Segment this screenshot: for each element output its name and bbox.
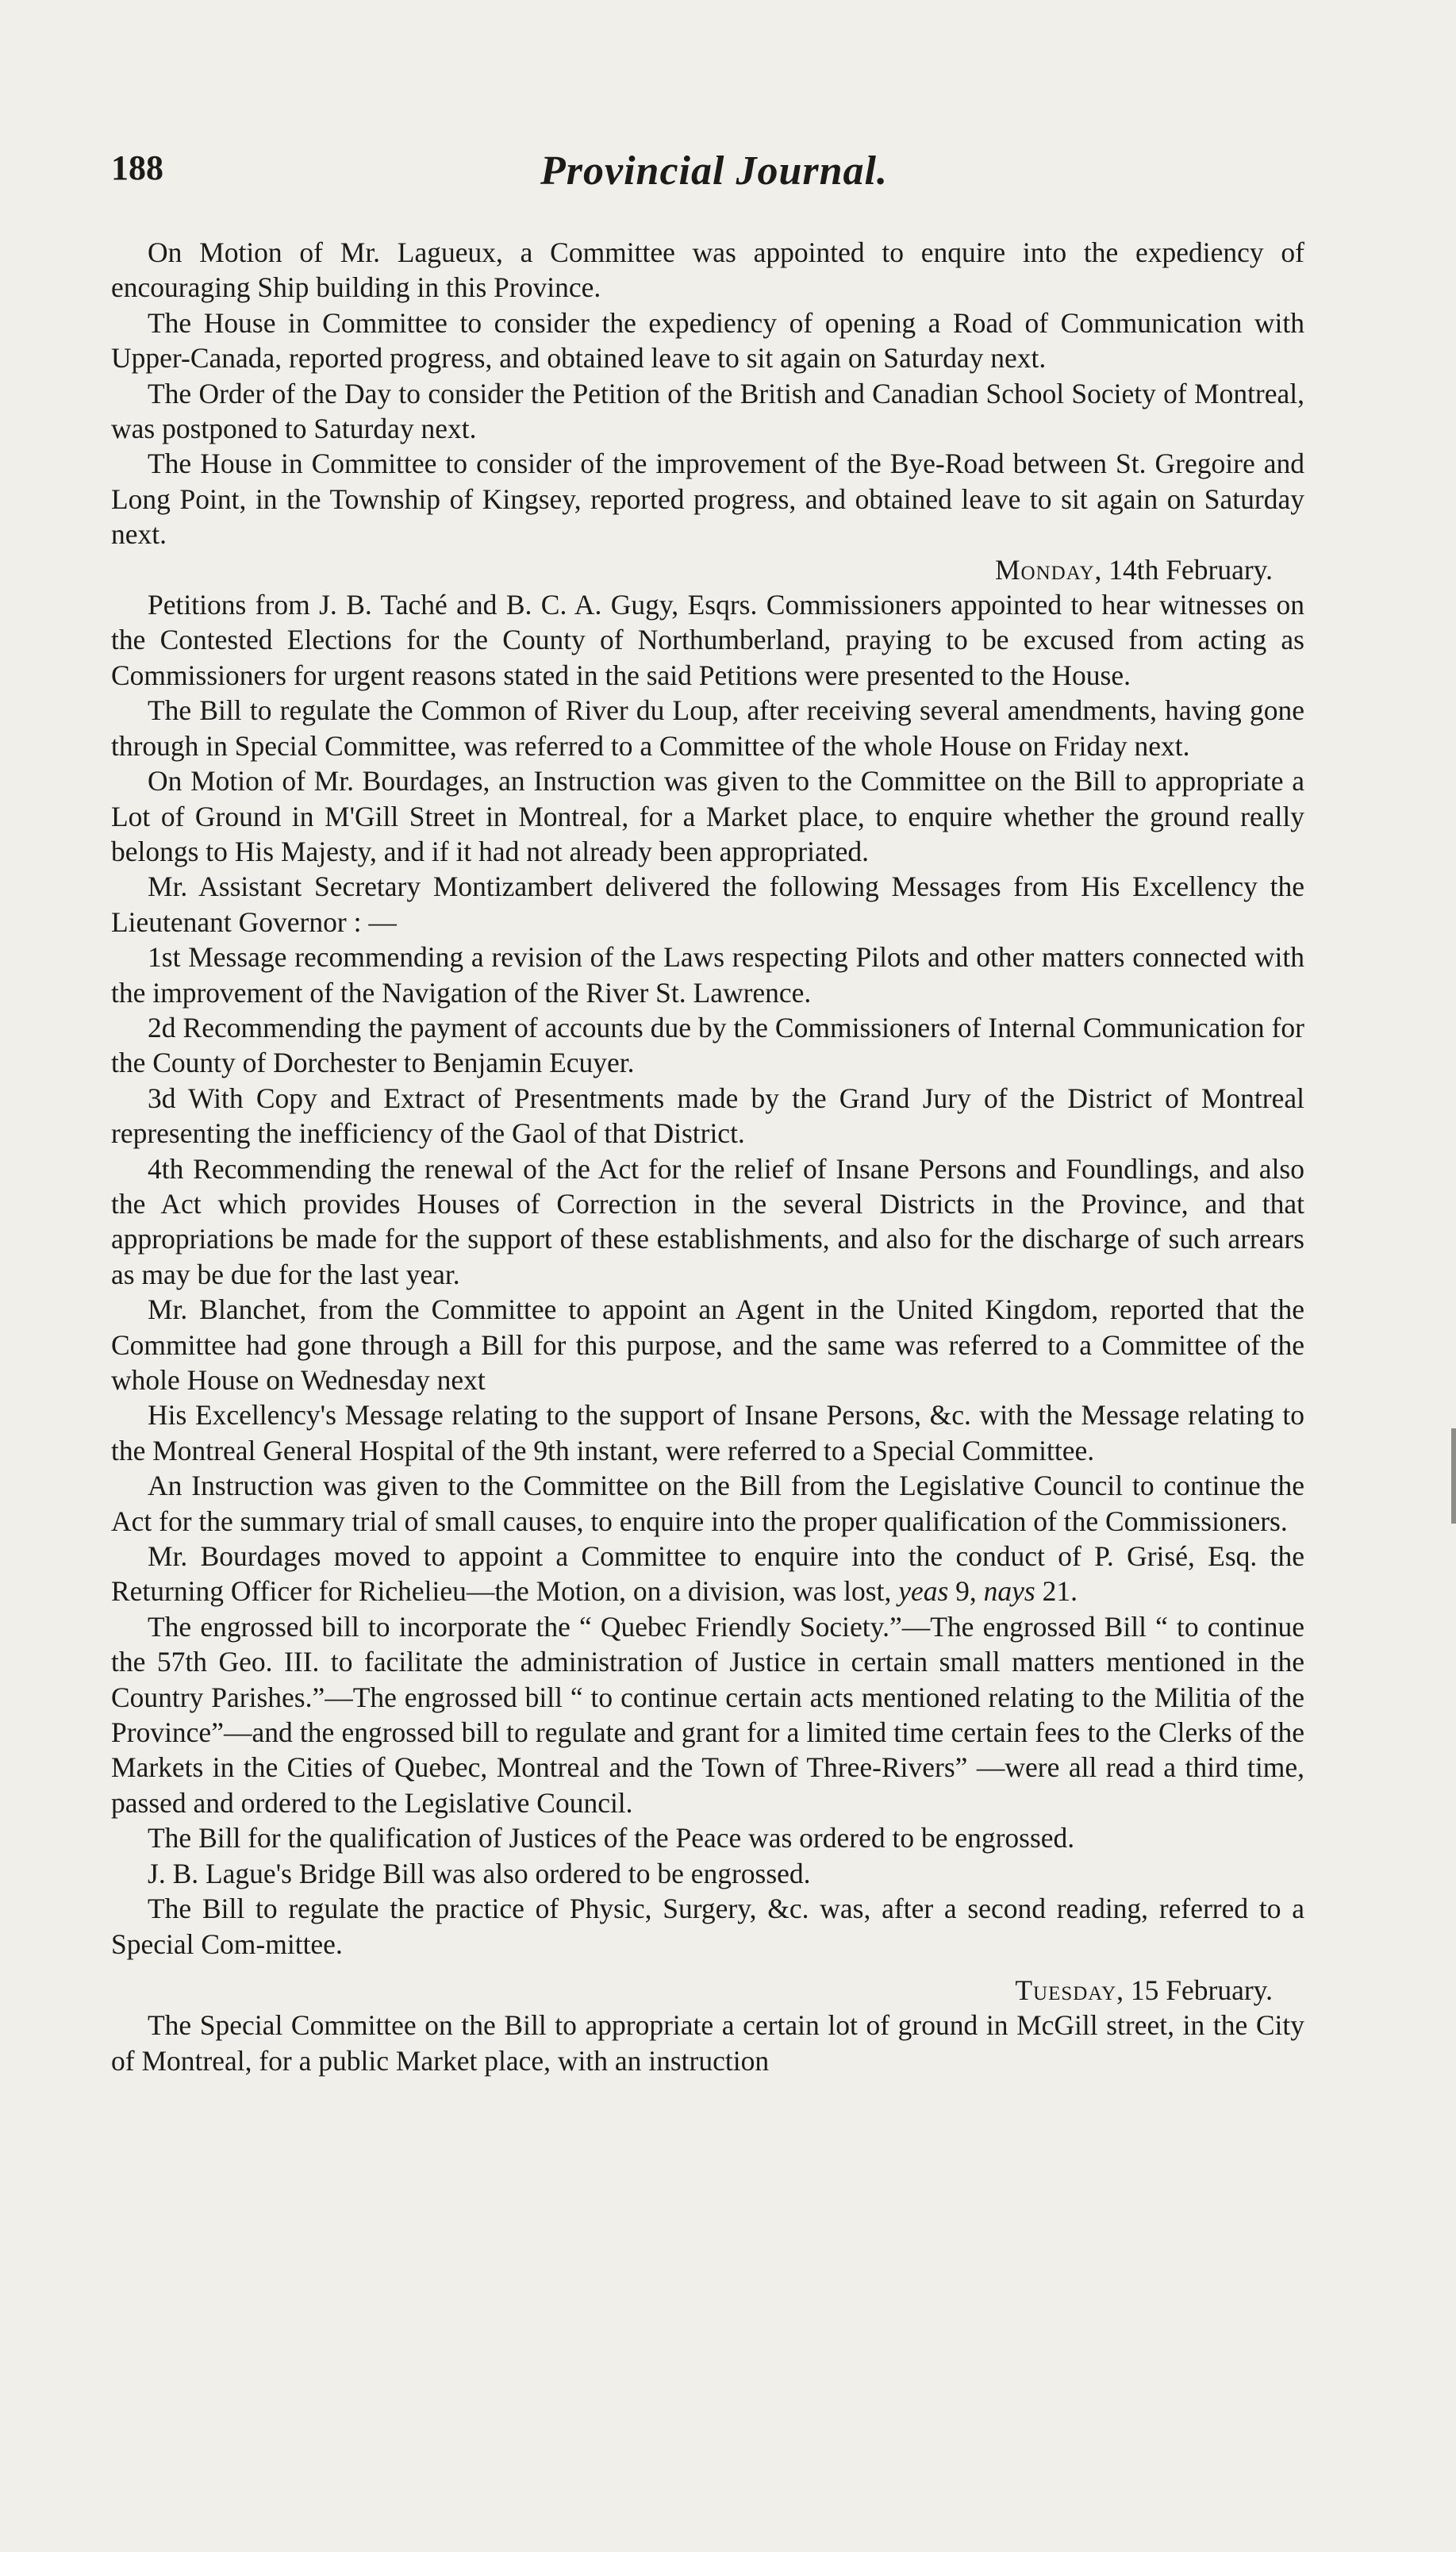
paragraph: Mr. Blanchet, from the Committee to appoint an Agent in the United Kingdom, reported that the Committee had gone through a Bill for this purpose, and the same was referred to a Committee of the whole House on Wednesday next <box>111 1293 1304 1396</box>
nays-label: nays <box>983 1575 1035 1608</box>
date-weekday: Tuesday <box>1015 1974 1117 2006</box>
paragraph: The Order of the Day to consider the Petition of the British and Canadian School Society of Montreal, was postponed to Saturday next. <box>111 377 1304 445</box>
vote-text: Mr. Bourdages moved to appoint a Committee to enquire into the conduct of P. Grisé, Esq. the Returning Officer for Richelieu—the Motion, on a division, was lost, <box>111 1540 1304 1608</box>
paragraph: The House in Committee to consider the expediency of opening a Road of Communication with Upper-Canada, reported progress, and obtained leave to sit again on Saturday next. <box>111 306 1304 375</box>
paragraph: His Excellency's Message relating to the support of Insane Persons, &c. with the Message relating to the Montreal General Hospital of the 9th instant, were referred to a Special Committee. <box>111 1399 1304 1466</box>
date-weekday: Monday <box>994 553 1095 586</box>
paragraph: 1st Message recommending a revision of the Laws respecting Pilots and other matters connected with the improvement of the Navigation of the River St. Lawrence. <box>111 941 1304 1009</box>
paragraph: The Bill to regulate the practice of Physic, Surgery, &c. was, after a second reading, referred to a Special Com-mittee. <box>111 1893 1304 1960</box>
paragraph: 4th Recommending the renewal of the Act for the relief of Insane Persons and Foundlings, and also the Act which provides Houses of Correction in the several Districts in the Province, and that appropriations be made for the support of these establishments, and also for the discharge of such arrears as may be due for the last year. <box>111 1152 1304 1290</box>
date-heading-monday <box>111 552 1304 587</box>
date-rest: , 15 February. <box>1116 1974 1273 2006</box>
paragraph: On Motion of Mr. Bourdages, an Instruction was given to the Committee on the Bill to appropriate a Lot of Ground in M'Gill Street in Montreal, for a Market place, to enquire whether the ground really belongs to His Majesty, and if it had not already been appropriated. <box>111 765 1304 867</box>
paragraph: The House in Committee to consider of the improvement of the Bye-Road between St. Gregoire and Long Point, in the Township of Kingsey, reported progress, and obtained leave to sit again on Saturday next. <box>111 448 1304 551</box>
date-rest: , 14th February. <box>1094 553 1273 586</box>
paragraph: An Instruction was given to the Committee on the Bill from the Legislative Council to continue the Act for the summary trial of small causes, to enquire into the proper qualification of the Commissioners. <box>111 1470 1304 1537</box>
vote-paragraph <box>111 1539 1304 1609</box>
paragraph: The Special Committee on the Bill to appropriate a certain lot of ground in McGill street, in the City of Montreal, for a public Market place, with an instruction <box>111 2009 1304 2077</box>
yeas-label: yeas <box>898 1575 949 1608</box>
nays-count: 21. <box>1042 1575 1078 1608</box>
paragraph: 3d With Copy and Extract of Presentments made by the Grand Jury of the District of Montreal representing the inefficiency of the Gaol of that District. <box>111 1082 1304 1150</box>
paragraph: On Motion of Mr. Lagueux, a Committee was appointed to enquire into the expediency of encouraging Ship building in this Province. <box>111 236 1304 304</box>
page-number: 188 <box>111 148 163 187</box>
date-heading-tuesday <box>111 1973 1304 2008</box>
journal-body <box>111 235 1304 2078</box>
paragraph: The engrossed bill to incorporate the “ Quebec Friendly Society.”—The engrossed Bill “ to continue the 57th Geo. III. to facilitate the administration of Justice in certain small matters mentioned in the Country Parishes.”—The engrossed bill “ to continue certain acts mentioned relating to the Militia of the Province”—and the engrossed bill to regulate and grant for a limited time certain fees to the Clerks of the Markets in the Cities of Quebec, Montreal and the Town of Three-Rivers” —were all read a third time, passed and ordered to the Legislative Council. <box>111 1610 1304 1819</box>
paragraph: Mr. Assistant Secretary Montizambert delivered the following Messages from His Excellency the Lieutenant Governor : — <box>111 871 1304 938</box>
running-title: Provincial Journal. <box>540 148 888 194</box>
paragraph: The Bill to regulate the Common of River du Loup, after receiving several amendments, having gone through in Special Committee, was referred to a Committee of the whole House on Friday next. <box>111 694 1304 762</box>
paragraph: Petitions from J. B. Taché and B. C. A. Gugy, Esqrs. Commissioners appointed to hear witnesses on the Contested Elections for the County of Northumberland, praying to be excused from acting as Commissioners for urgent reasons stated in the said Petitions were presented to the House. <box>111 589 1304 691</box>
page-edge-mark <box>1451 1428 1456 1524</box>
paragraph: 2d Recommending the payment of accounts due by the Commissioners of Internal Communication for the County of Dorchester to Benjamin Ecuyer. <box>111 1011 1304 1079</box>
paragraph: J. B. Lague's Bridge Bill was also ordered to be engrossed. <box>148 1857 811 1889</box>
paragraph: The Bill for the qualification of Justices of the Peace was ordered to be engrossed. <box>148 1822 1075 1854</box>
yeas-count: 9, <box>955 1575 977 1608</box>
spacer <box>111 1962 1304 1973</box>
page-header <box>111 148 1317 211</box>
